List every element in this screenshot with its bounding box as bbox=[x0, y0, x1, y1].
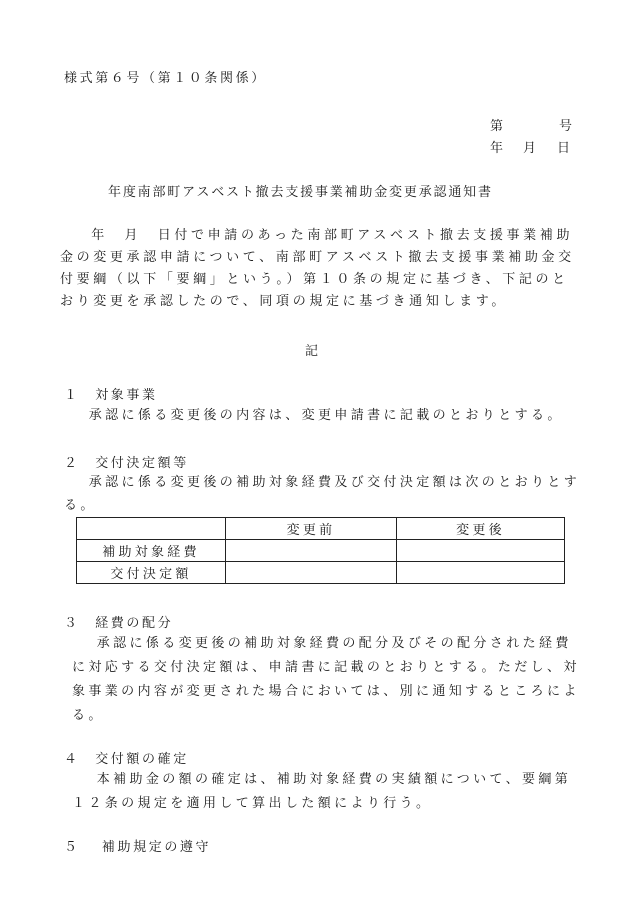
date-day-label: 日 bbox=[557, 141, 573, 156]
document-number-label: 第 bbox=[490, 119, 506, 134]
table-header-cell bbox=[77, 518, 226, 540]
table-row-label: 交付決定額 bbox=[77, 562, 226, 584]
table-row bbox=[77, 540, 565, 562]
date-year-label: 年 bbox=[490, 141, 506, 156]
table-row-label: 補助対象経費 bbox=[77, 540, 226, 562]
section-4-heading: ４ 交付額の確定 bbox=[64, 752, 189, 767]
section-2-heading: ２ 交付決定額等 bbox=[64, 456, 189, 471]
table-cell bbox=[397, 540, 565, 562]
section-5-heading: ５ 補助規定の遵守 bbox=[64, 840, 212, 855]
section-1-body: 承認に係る変更後の内容は、変更申請書に記載のとおりとする。 bbox=[88, 408, 564, 423]
document-title: 年度南部町アスベスト撤去支援事業補助金変更承認通知書 bbox=[108, 185, 493, 200]
document-number-suffix: 号 bbox=[559, 119, 575, 134]
table-cell bbox=[397, 562, 565, 584]
intro-paragraph: 年 月 日付で申請のあった南部町アスベスト撤去支援事業補助金の変更承認申請について、南部町アスベスト撤去支援事業補助金交付要綱（以下「要綱」という。）第１０条の規定に基づき、下記のとおり変更を承認したので、同項の規定に基づき通知します。 bbox=[60, 228, 575, 309]
date-month-label: 月 bbox=[523, 141, 539, 156]
section-3-body: 承認に係る変更後の補助対象経費の配分及びその配分された経費に対応する交付決定額は、申請書に記載のとおりとする。ただし、対象事業の内容が変更された場合においては、別に通知するところによる。 bbox=[72, 636, 580, 723]
section-3-heading: ３ 経費の配分 bbox=[64, 616, 174, 631]
grant-amount-table bbox=[76, 517, 565, 584]
form-label: 様式第６号（第１０条関係） bbox=[64, 71, 267, 86]
table-row bbox=[77, 562, 565, 584]
section-2-body: 承認に係る変更後の補助対象経費及び交付決定額は次のとおりとする。 bbox=[64, 475, 581, 513]
table-cell bbox=[226, 540, 397, 562]
table-header-cell: 変更前 bbox=[226, 518, 397, 540]
section-1-heading: １ 対象事業 bbox=[64, 388, 158, 403]
table-cell bbox=[226, 562, 397, 584]
table-header-row bbox=[77, 518, 565, 540]
section-4-body: 本補助金の額の確定は、補助対象経費の実績額について、要綱第１２条の規定を適用して算出した額により行う。 bbox=[72, 772, 572, 811]
table-header-cell: 変更後 bbox=[397, 518, 565, 540]
ki-heading: 記 bbox=[305, 344, 321, 359]
